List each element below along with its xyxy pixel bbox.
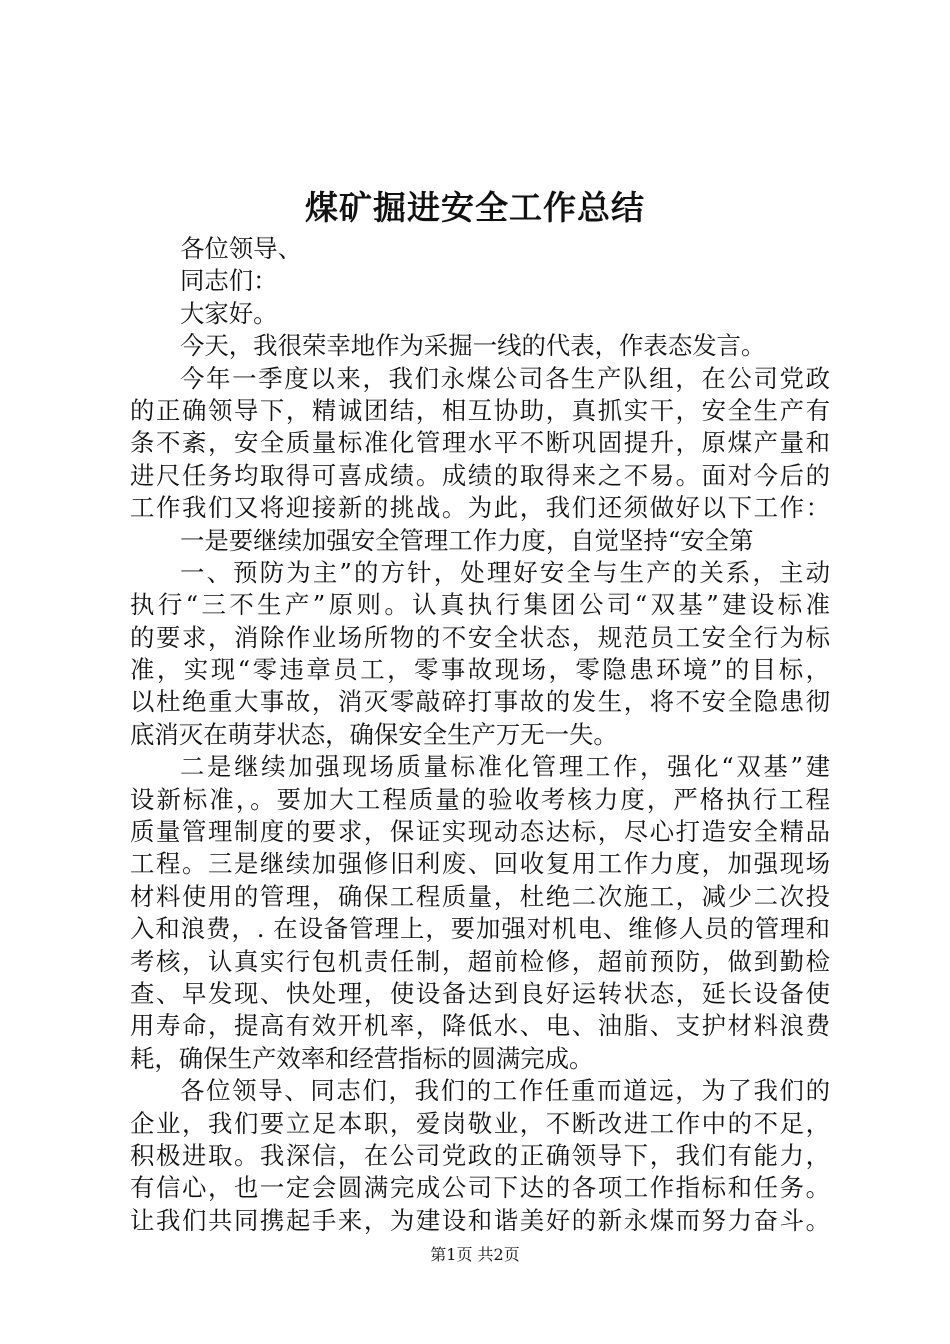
text-line: 有信心，也一定会圆满完成公司下达的各项工作指标和任务。 [130,1173,830,1203]
text-line: 二是继续加强现场质量标准化管理工作，强化“双基”建 [180,752,830,782]
text-line: 材料使用的管理，确保工程质量，杜绝二次施工，减少二次投 [130,881,830,911]
text-line: 执行“三不生产”原则。认真执行集团公司“双基”建设标准 [130,590,830,620]
text-line: 的要求，消除作业场所物的不安全状态，规范员工安全行为标 [130,622,830,652]
text-line: 让我们共同携起手来，为建设和谐美好的新永煤而努力奋斗。 [130,1205,830,1235]
text-line: 一是要继续加强安全管理工作力度，自觉坚持“安全第 [180,525,754,555]
text-line: 各位领导、同志们，我们的工作任重而道远，为了我们的 [180,1076,830,1106]
text-line: 大家好。 [180,298,278,328]
text-line: 一、预防为主”的方针，处理好安全与生产的关系，主动 [180,557,830,587]
text-line: 准，实现“零违章员工，零事故现场，零隐患环境”的目标， [130,655,830,685]
text-line: 各位领导、 [180,234,302,263]
text-line: 设新标准，。要加大工程质量的验收考核力度，严格执行工程 [130,784,830,814]
text-line: 企业，我们要立足本职，爱岗敬业，不断改进工作中的不足， [130,1108,830,1138]
text-line: 查、早发现、快处理，使设备达到良好运转状态，延长设备使 [130,978,830,1008]
text-line: 进尺任务均取得可喜成绩。成绩的取得来之不易。面对今后的 [130,460,830,490]
text-line: 今年一季度以来，我们永煤公司各生产队组，在公司党政 [180,363,830,393]
text-line: 今天，我很荣幸地作为采掘一线的代表，作表态发言。 [180,331,766,361]
page-number-footer: 第1页 共2页 [430,1245,520,1264]
text-line: 耗，确保生产效率和经营指标的圆满完成。 [130,1043,594,1073]
text-line: 质量管理制度的要求，保证实现动态达标，尽心打造安全精品 [130,817,830,847]
text-line: 工程。三是继续加强修旧利废、回收复用工作力度，加强现场 [130,849,830,879]
text-line: 的正确领导下，精诚团结，相互协助，真抓实干，安全生产有 [130,395,830,425]
text-line: 条不紊，安全质量标准化管理水平不断巩固提升，原煤产量和 [130,428,830,458]
text-line: 考核，认真实行包机责任制，超前检修，超前预防，做到勤检 [130,946,830,976]
text-line: 用寿命，提高有效开机率，降低水、电、油脂、支护材料浪费 [130,1011,830,1041]
document-body [130,233,830,1237]
text-line: 入和浪费，. 在设备管理上，要加强对机电、维修人员的管理和 [130,914,830,944]
text-line: 积极进取。我深信，在公司党政的正确领导下，我们有能力， [130,1140,830,1170]
text-line: 工作我们又将迎接新的挑战。为此，我们还须做好以下工作： [130,493,830,523]
text-line: 底消灭在萌芽状态，确保安全生产万无一失。 [130,719,618,749]
document-title: 煤矿掘进安全工作总结 [305,188,645,227]
text-line: 以杜绝重大事故，消灭零敲碎打事故的发生，将不安全隐患彻 [130,687,830,717]
text-line: 同志们： [180,266,278,296]
